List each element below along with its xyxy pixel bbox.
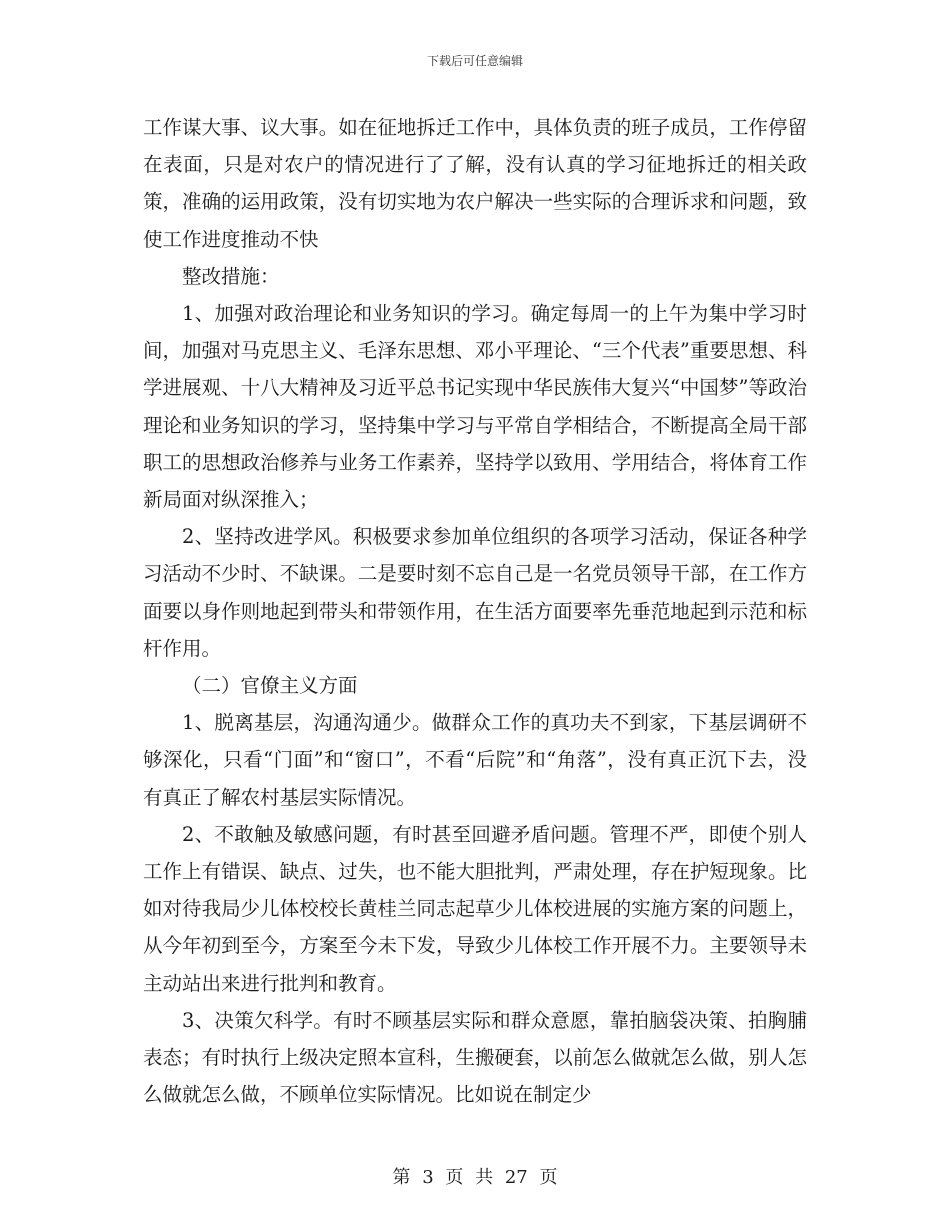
paragraph-rectification-heading: 整改措施： xyxy=(182,264,280,288)
document-body xyxy=(143,109,807,1113)
paragraph-issue-1: 1、脱离基层，沟通沟通少。做群众工作的真功夫不到家，下基层调研不够深化，只看“门面”和“窗口”，不看“后院”和“角落”，没有真正沉下去，没有真正了解农村基层实际情况。 xyxy=(143,711,807,809)
paragraph-continuation: 工作谋大事、议大事。如在征地拆迁工作中，具体负责的班子成员，工作停留在表面，只是对农户的情况进行了了解，没有认真的学习征地拆迁的相关政策，准确的运用政策，没有切实地为农户解决一些实际的合理诉求和问题，致使工作进度推动不快 xyxy=(143,116,807,251)
section-heading-bureaucratism: （二）官僚主义方面 xyxy=(182,674,358,698)
page-number: 第 3 页 共 27 页 xyxy=(392,1167,558,1188)
paragraph-issue-2: 2、不敢触及敏感问题，有时甚至回避矛盾问题。管理不严，即使个别人工作上有错误、缺点、过失，也不能大胆批判，严肃处理，存在护短现象。比如对待我局少儿体校校长黄桂兰同志起草少儿体校进展的实施方案的问题上，从今年初到至今，方案至今未下发，导致少儿体校工作开展不力。主要领导未主动站出来进行批判和教育。 xyxy=(143,822,807,995)
page-header: 下载后可任意编辑 xyxy=(426,54,523,68)
paragraph-measure-2: 2、坚持改进学风。积极要求参加单位组织的各项学习活动，保证各种学习活动不少时、不缺课。二是要时刻不忘自己是一名党员领导干部，在工作方面要以身作则地起到带头和带领作用，在生活方面要率先垂范地起到示范和标杆作用。 xyxy=(143,525,807,660)
paragraph-issue-3: 3、决策欠科学。有时不顾基层实际和群众意愿，靠拍脑袋决策、拍胸脯表态；有时执行上级决定照本宣科，生搬硬套，以前怎么做就怎么做，别人怎么做就怎么做，不顾单位实际情况。比如说在制定少 xyxy=(143,1008,807,1107)
paragraph-measure-1: 1、加强对政治理论和业务知识的学习。确定每周一的上午为集中学习时间，加强对马克思主义、毛泽东思想、邓小平理论、“三个代表”重要思想、科学进展观、十八大精神及习近平总书记实现中华民族伟大复兴“中国梦”等政治理论和业务知识的学习，坚持集中学习与平常自学相结合，不断提高全局干部职工的思想政治修养与业务工作素养，坚持学以致用、学用结合，将体育工作新局面对纵深推入； xyxy=(143,302,807,512)
